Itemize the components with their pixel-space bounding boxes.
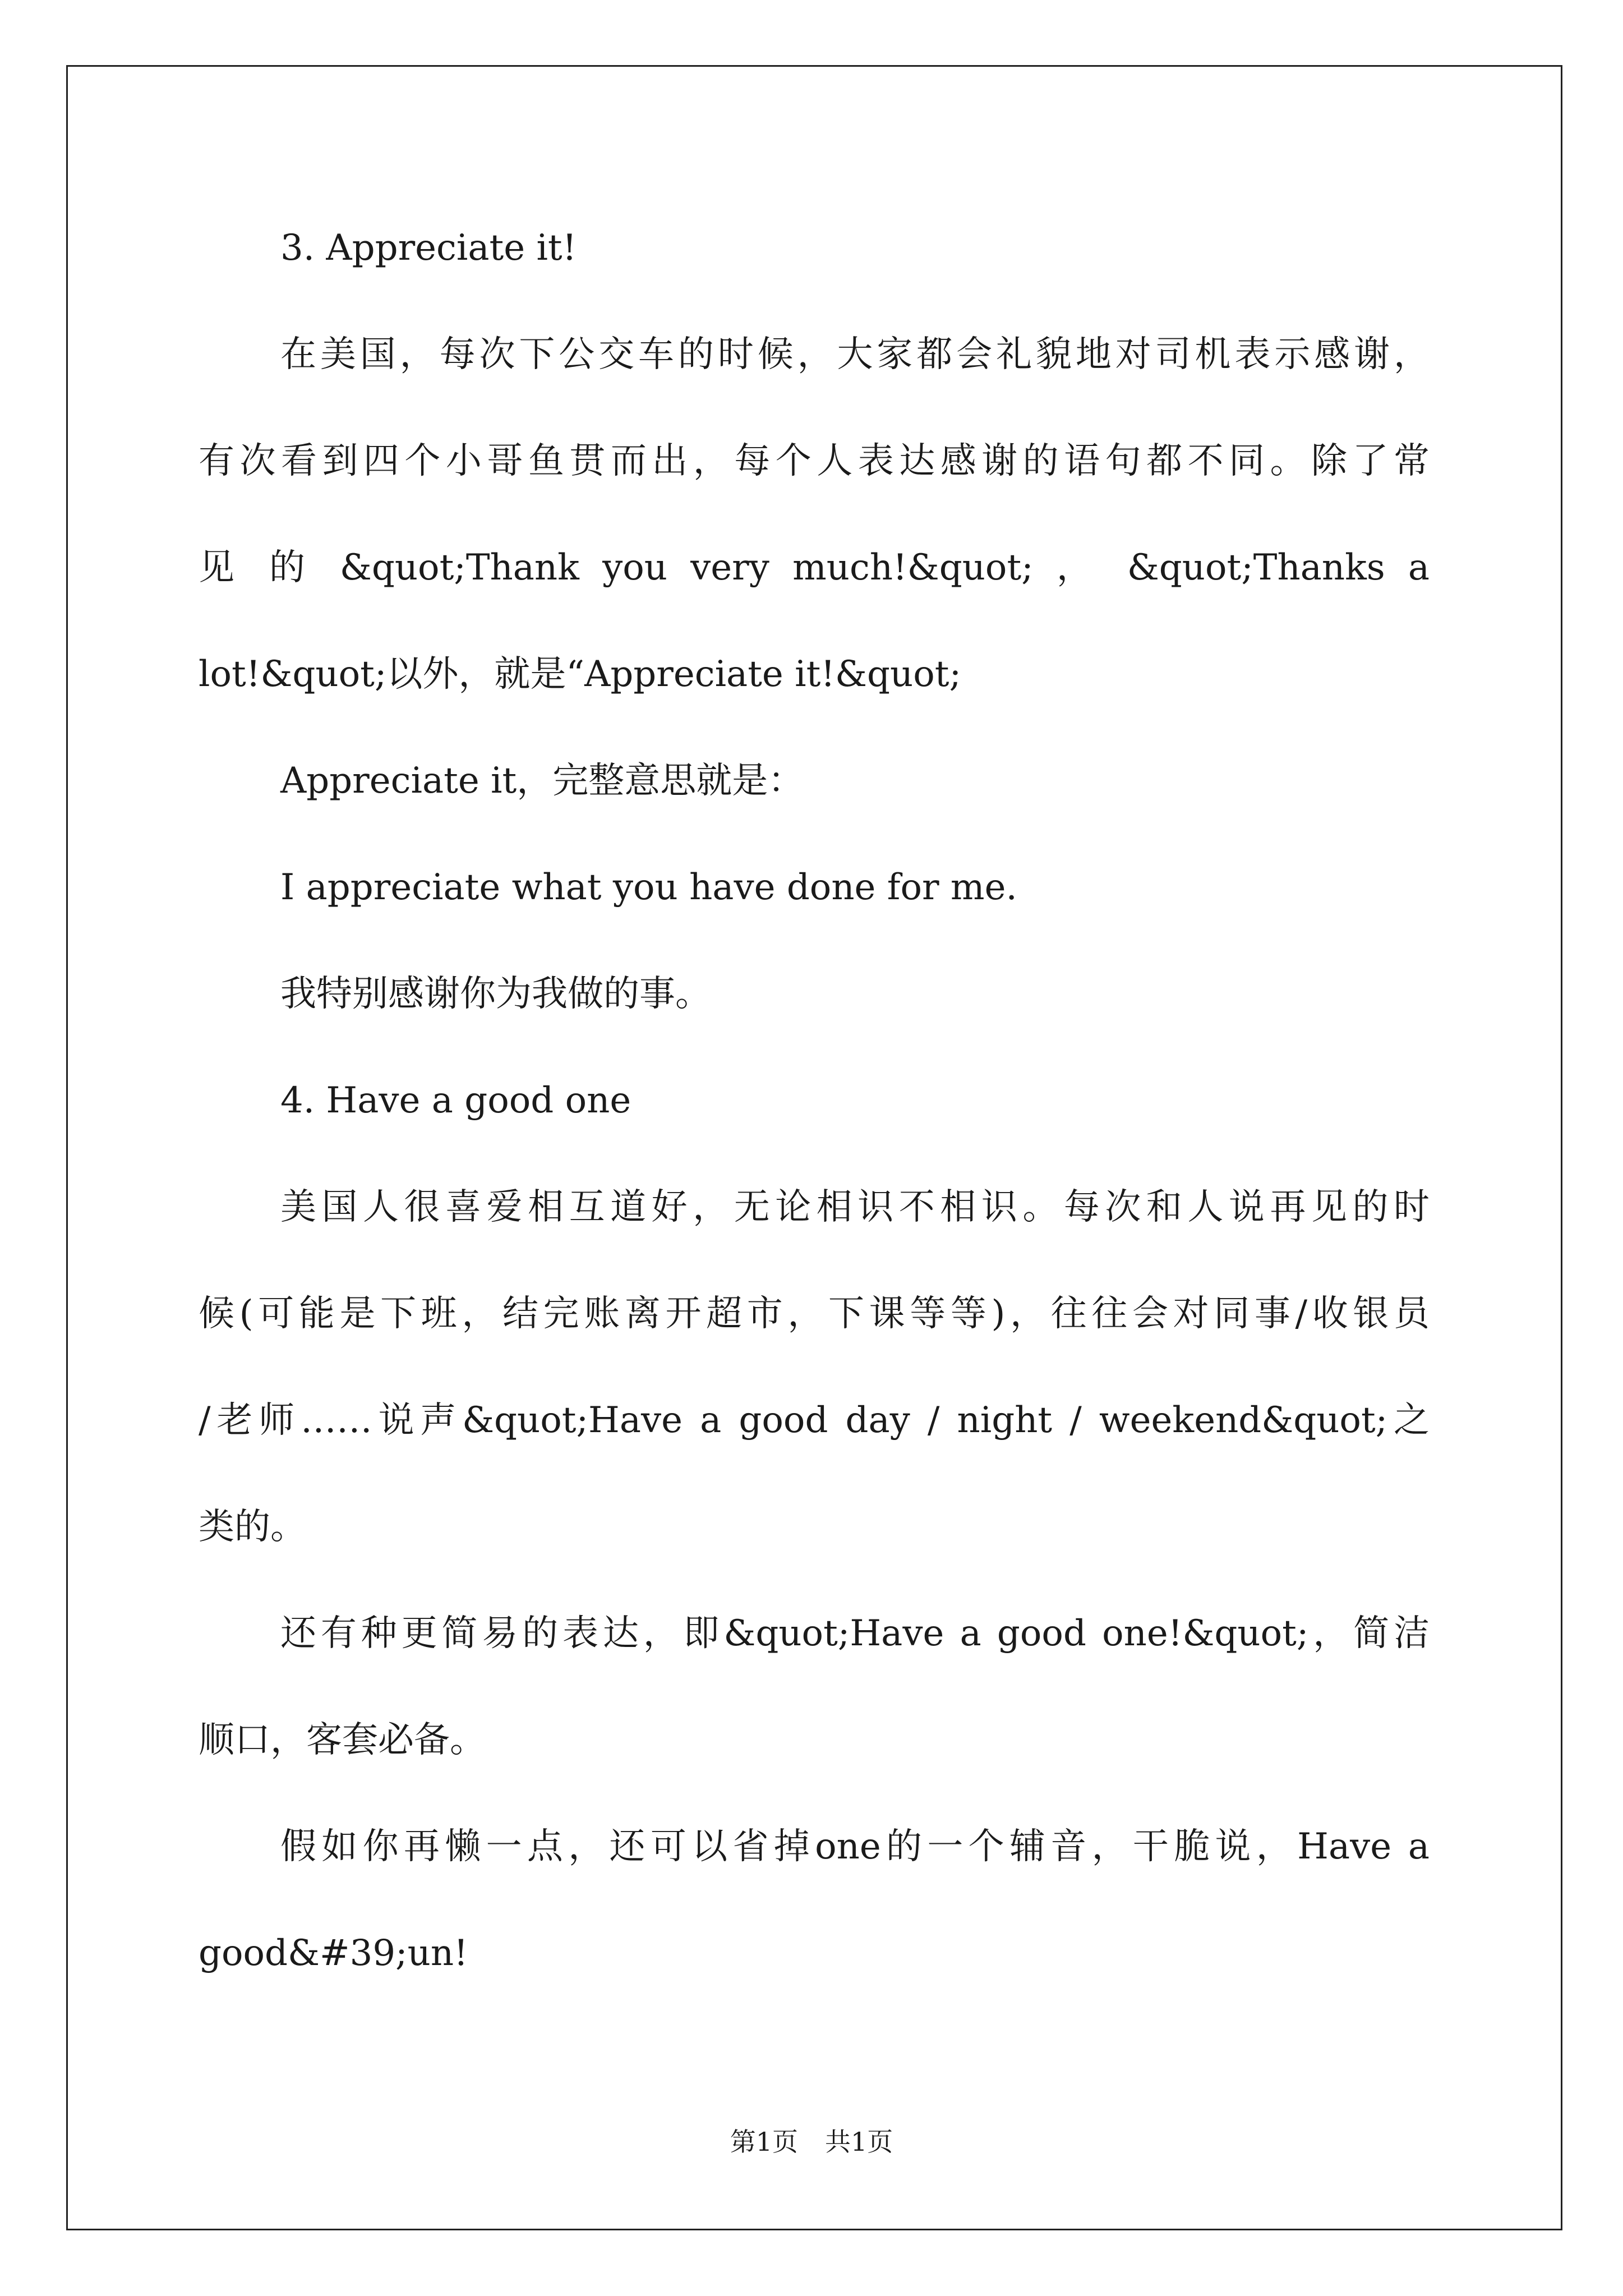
paragraph-line: 有次看到四个小哥鱼贯而出，每个人表达感谢的语句都不同。除了常 — [199, 440, 1430, 482]
heading-appreciate-it: 3. Appreciate it! — [280, 227, 577, 269]
paragraph-line: 在美国，每次下公交车的时候，大家都会礼貌地对司机表示感谢， — [280, 334, 1430, 375]
heading-have-a-good-one: 4. Have a good one — [280, 1080, 631, 1121]
paragraph-line: 我特别感谢你为我做的事。 — [280, 973, 711, 1015]
page-border — [66, 65, 1562, 2230]
paragraph-line: Appreciate it，完整意思就是： — [280, 760, 804, 802]
paragraph-line: 顺口，客套必备。 — [199, 1719, 486, 1761]
paragraph-line: 见 的 &quot;Thank you very much!&quot; ， &quot;Thanks a — [199, 547, 1430, 588]
paragraph-line: 候(可能是下班，结完账离开超市，下课等等)，往往会对同事/收银员 — [199, 1293, 1430, 1335]
paragraph-line: 美国人很喜爱相互道好，无论相识不相识。每次和人说再见的时 — [280, 1186, 1430, 1228]
page-total: 共1页 — [825, 2127, 893, 2157]
paragraph-line: 类的。 — [199, 1506, 306, 1548]
paragraph-line: good&#39;un! — [199, 1932, 468, 1974]
paragraph-line: I appreciate what you have done for me. — [280, 867, 1017, 908]
paragraph-line: /老师……说声&quot;Have a good day / night / weekend&quot;之 — [199, 1400, 1430, 1441]
paragraph-line: lot!&quot;以外，就是“Appreciate it!&quot; — [199, 654, 962, 695]
page-number: 第1页 — [730, 2127, 798, 2157]
page-footer — [0, 2126, 1623, 2157]
paragraph-line: 假如你再懒一点，还可以省掉one的一个辅音，干脆说，Have a — [280, 1826, 1430, 1867]
paragraph-line: 还有种更简易的表达，即&quot;Have a good one!&quot;，简洁 — [280, 1613, 1430, 1654]
